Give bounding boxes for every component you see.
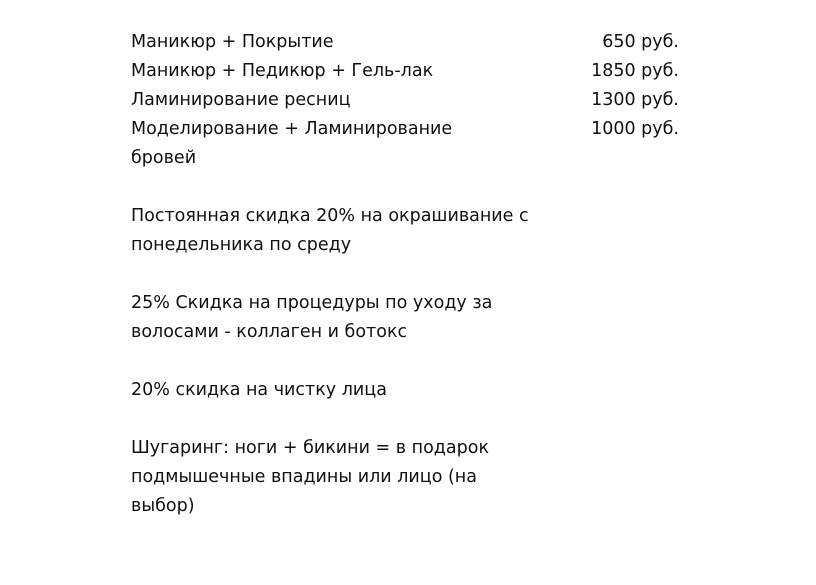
service-price: 1300 руб. bbox=[591, 90, 679, 110]
service-name: Моделирование + Ламинирование бровей bbox=[131, 119, 453, 168]
promo-paragraph: Постоянная скидка 20% на окрашивание с понедельника по среду bbox=[131, 206, 529, 255]
promo-paragraph: Шугаринг: ноги + бикини = в подарок подмышечные впадины или лицо (на выбор) bbox=[131, 438, 490, 516]
service-name: Маникюр + Покрытие bbox=[131, 32, 334, 52]
promo-paragraph: 25% Скидка на процедуры по уходу за волосами - коллаген и ботокс bbox=[131, 293, 493, 342]
price-list bbox=[131, 28, 691, 173]
service-price: 1850 руб. bbox=[591, 61, 679, 81]
document-body bbox=[131, 28, 691, 521]
service-name: Маникюр + Педикюр + Гель-лак bbox=[131, 61, 434, 81]
promo-paragraph: 20% скидка на чистку лица bbox=[131, 380, 387, 400]
price-row bbox=[131, 28, 691, 57]
price-row bbox=[131, 86, 691, 115]
service-price: 1000 руб. bbox=[591, 119, 679, 139]
price-row bbox=[131, 115, 691, 173]
service-price: 650 руб. bbox=[602, 32, 679, 52]
service-name: Ламинирование ресниц bbox=[131, 90, 351, 110]
price-row bbox=[131, 57, 691, 86]
